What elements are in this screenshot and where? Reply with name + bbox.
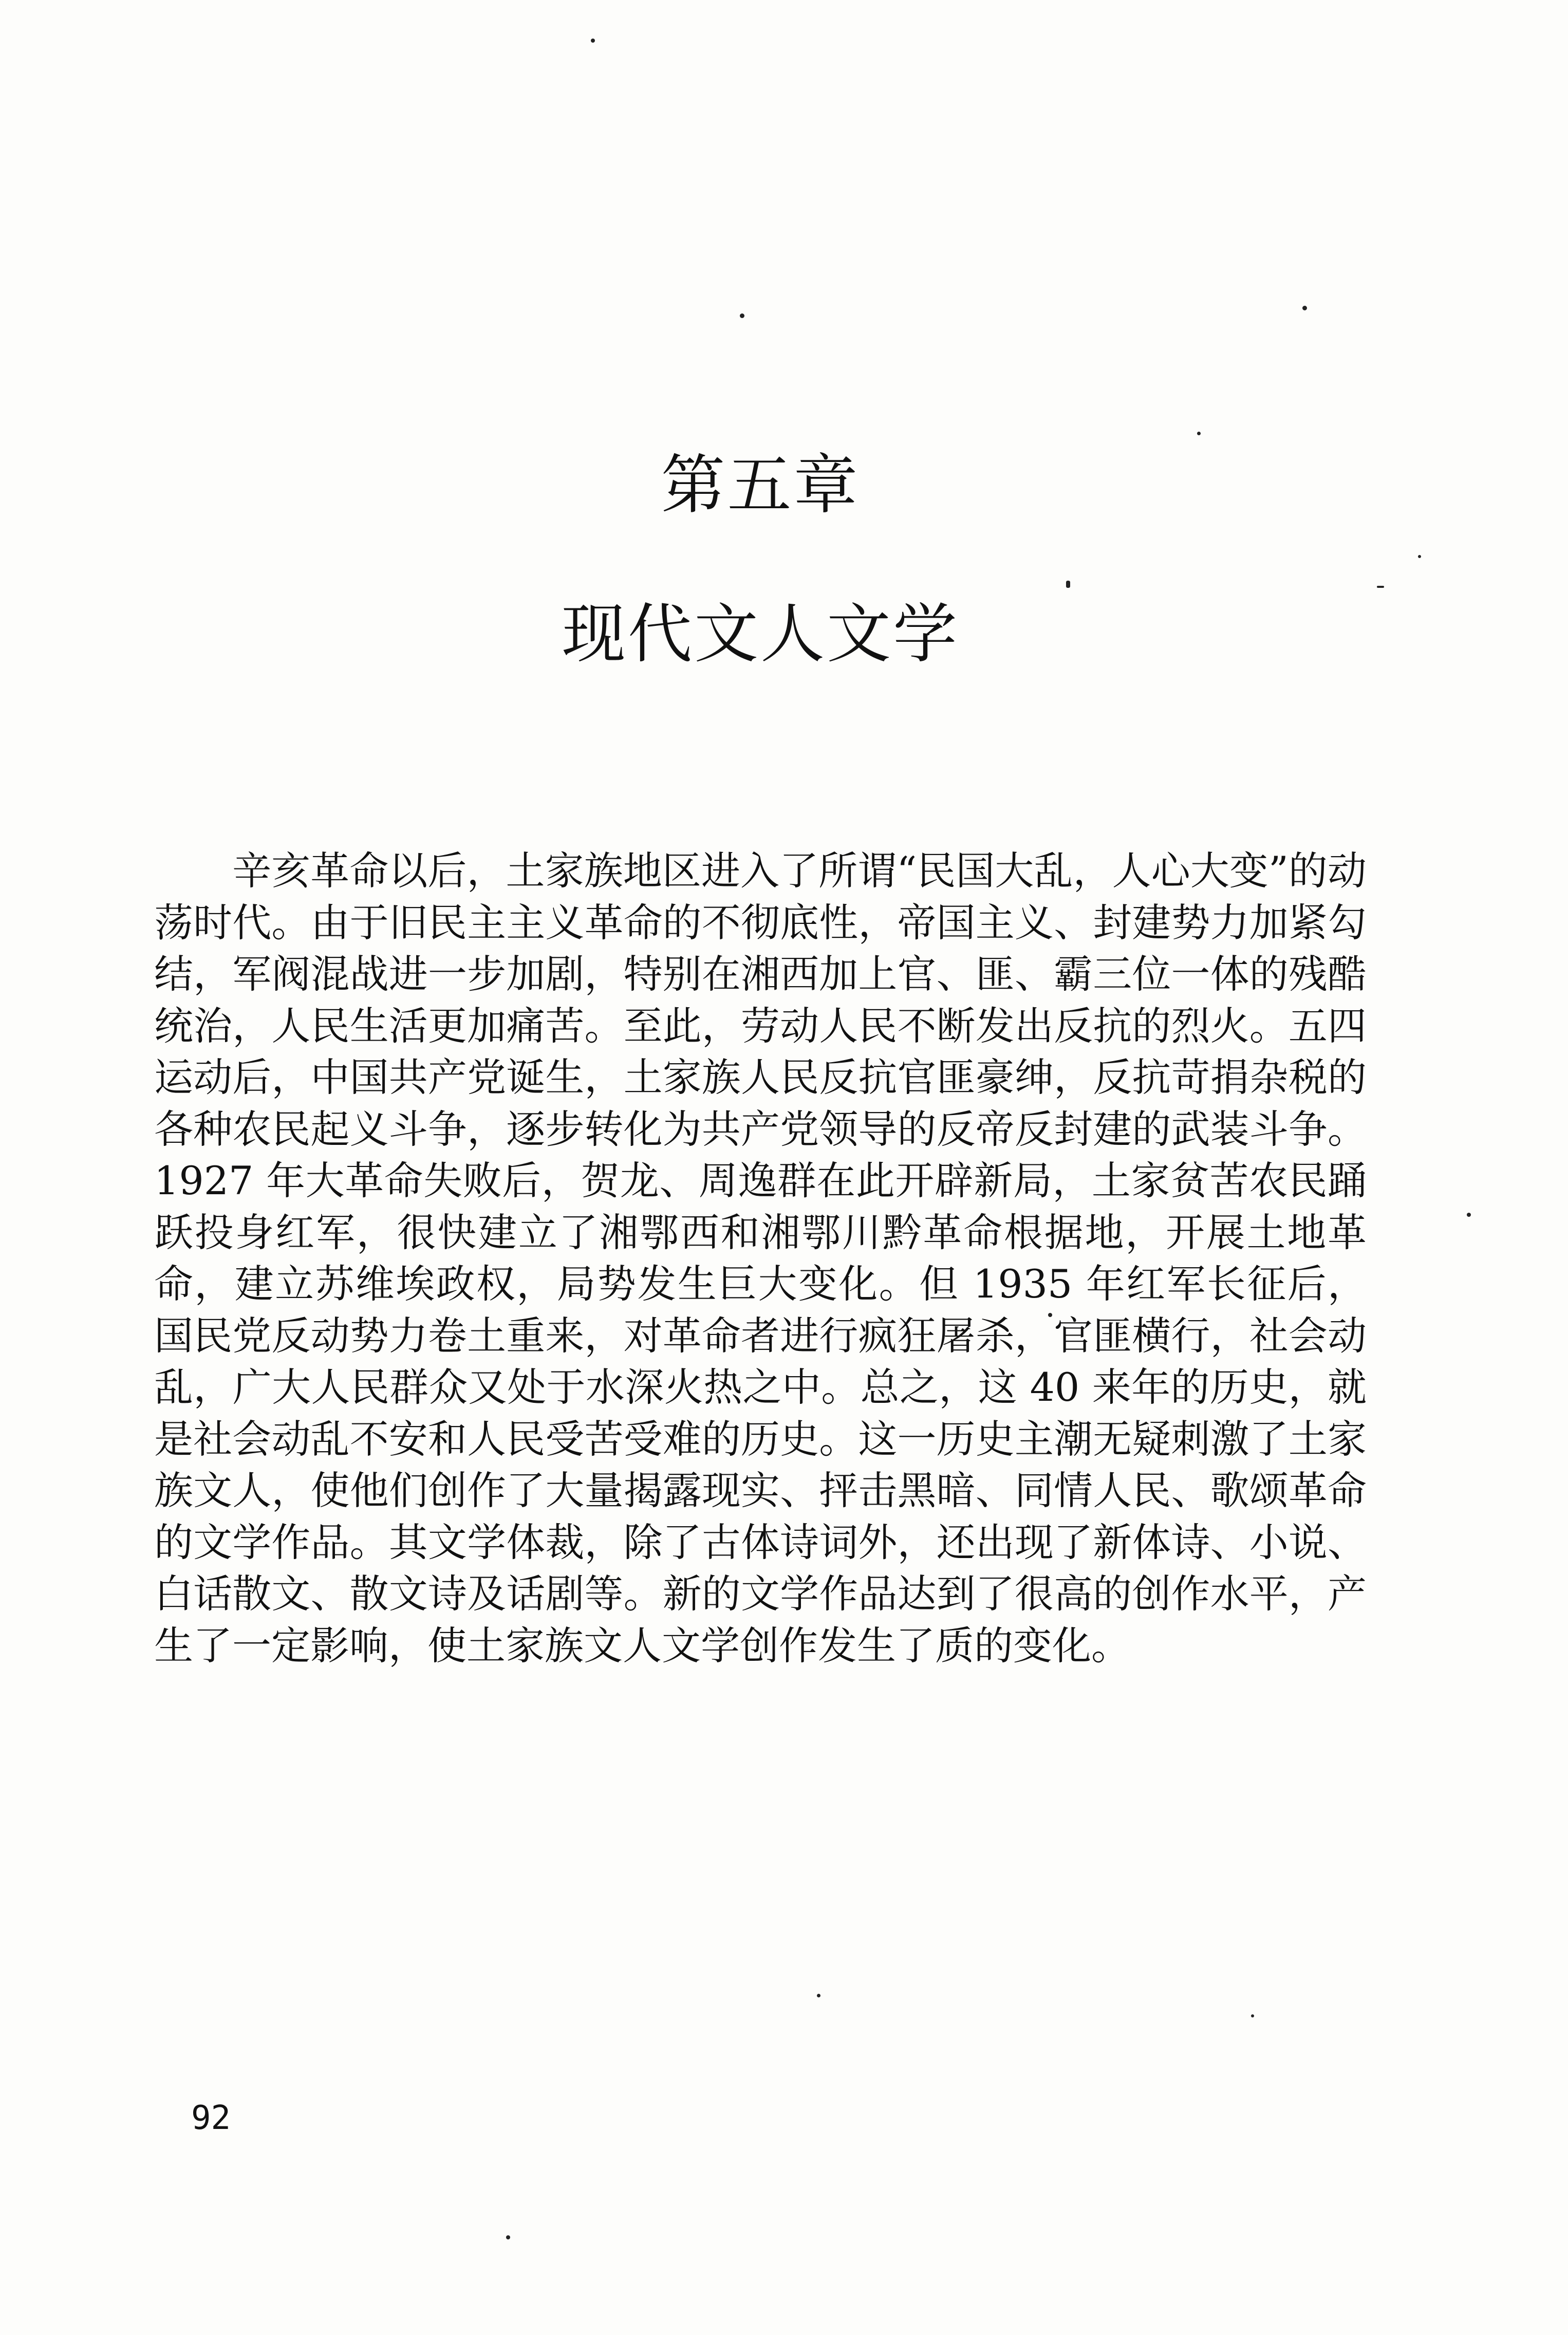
- scan-speck: [506, 2235, 510, 2239]
- chapter-title: 现代文人文学: [562, 597, 959, 672]
- scan-speck: [817, 1994, 820, 1997]
- scan-speck: [740, 313, 744, 318]
- scan-speck: [1066, 581, 1070, 588]
- scan-speck: [1377, 586, 1384, 588]
- scan-speck: [1302, 306, 1307, 310]
- scan-speck: [1251, 2014, 1254, 2017]
- body-paragraph: 辛亥革命以后，土家族地区进入了所谓“民国大乱，人心大变”的动荡时代。由于旧民主主义革命的不彻底性，帝国主义、封建势力加紧勾结，军阀混战进一步加剧，特别在湘西加上官、匪、霸三位一体的残酷统治，人民生活更加痛苦。至此，劳动人民不断发出反抗的烈火。五四运动后，中国共产党诞生，土家族人民反抗官匪豪绅，反抗苛捐杂税的各种农民起义斗争，逐步转化为共产党领导的反帝反封建的武装斗争。1927 年大革命失败后，贺龙、周逸群在此开辟新局，土家贫苦农民踊跃投身红军，很快建立了湘鄂西和湘鄂川黔革命根据地，开展土地革命，建立苏维埃政权，局势发生巨大变化。但 1935 年红军长征后，国民党反动势力卷土重来，对革命者进行疯狂屠杀，官匪横行，社会动乱，广大人民群众又处于水深火热之中。总之，这 40 来年的历史，就是社会动乱不安和人民受苦受难的历史。这一历史主潮无疑刺激了土家族文人，使他们创作了大量揭露现实、抨击黑暗、同情人民、歌颂革命的文学作品。其文学体裁，除了古体诗词外，还出现了新体诗、小说、白话散文、散文诗及话剧等。新的文学作品达到了很高的创作水平，产生了一定影响，使土家族文人文学创作发生了质的变化。: [154, 848, 1367, 1669]
- scan-speck: [591, 39, 595, 43]
- page-number: 92: [191, 2099, 231, 2137]
- scan-speck: [1418, 555, 1421, 558]
- chapter-number: 第五章: [661, 448, 860, 523]
- scan-speck: [1197, 432, 1201, 435]
- scan-speck: [1467, 1213, 1471, 1217]
